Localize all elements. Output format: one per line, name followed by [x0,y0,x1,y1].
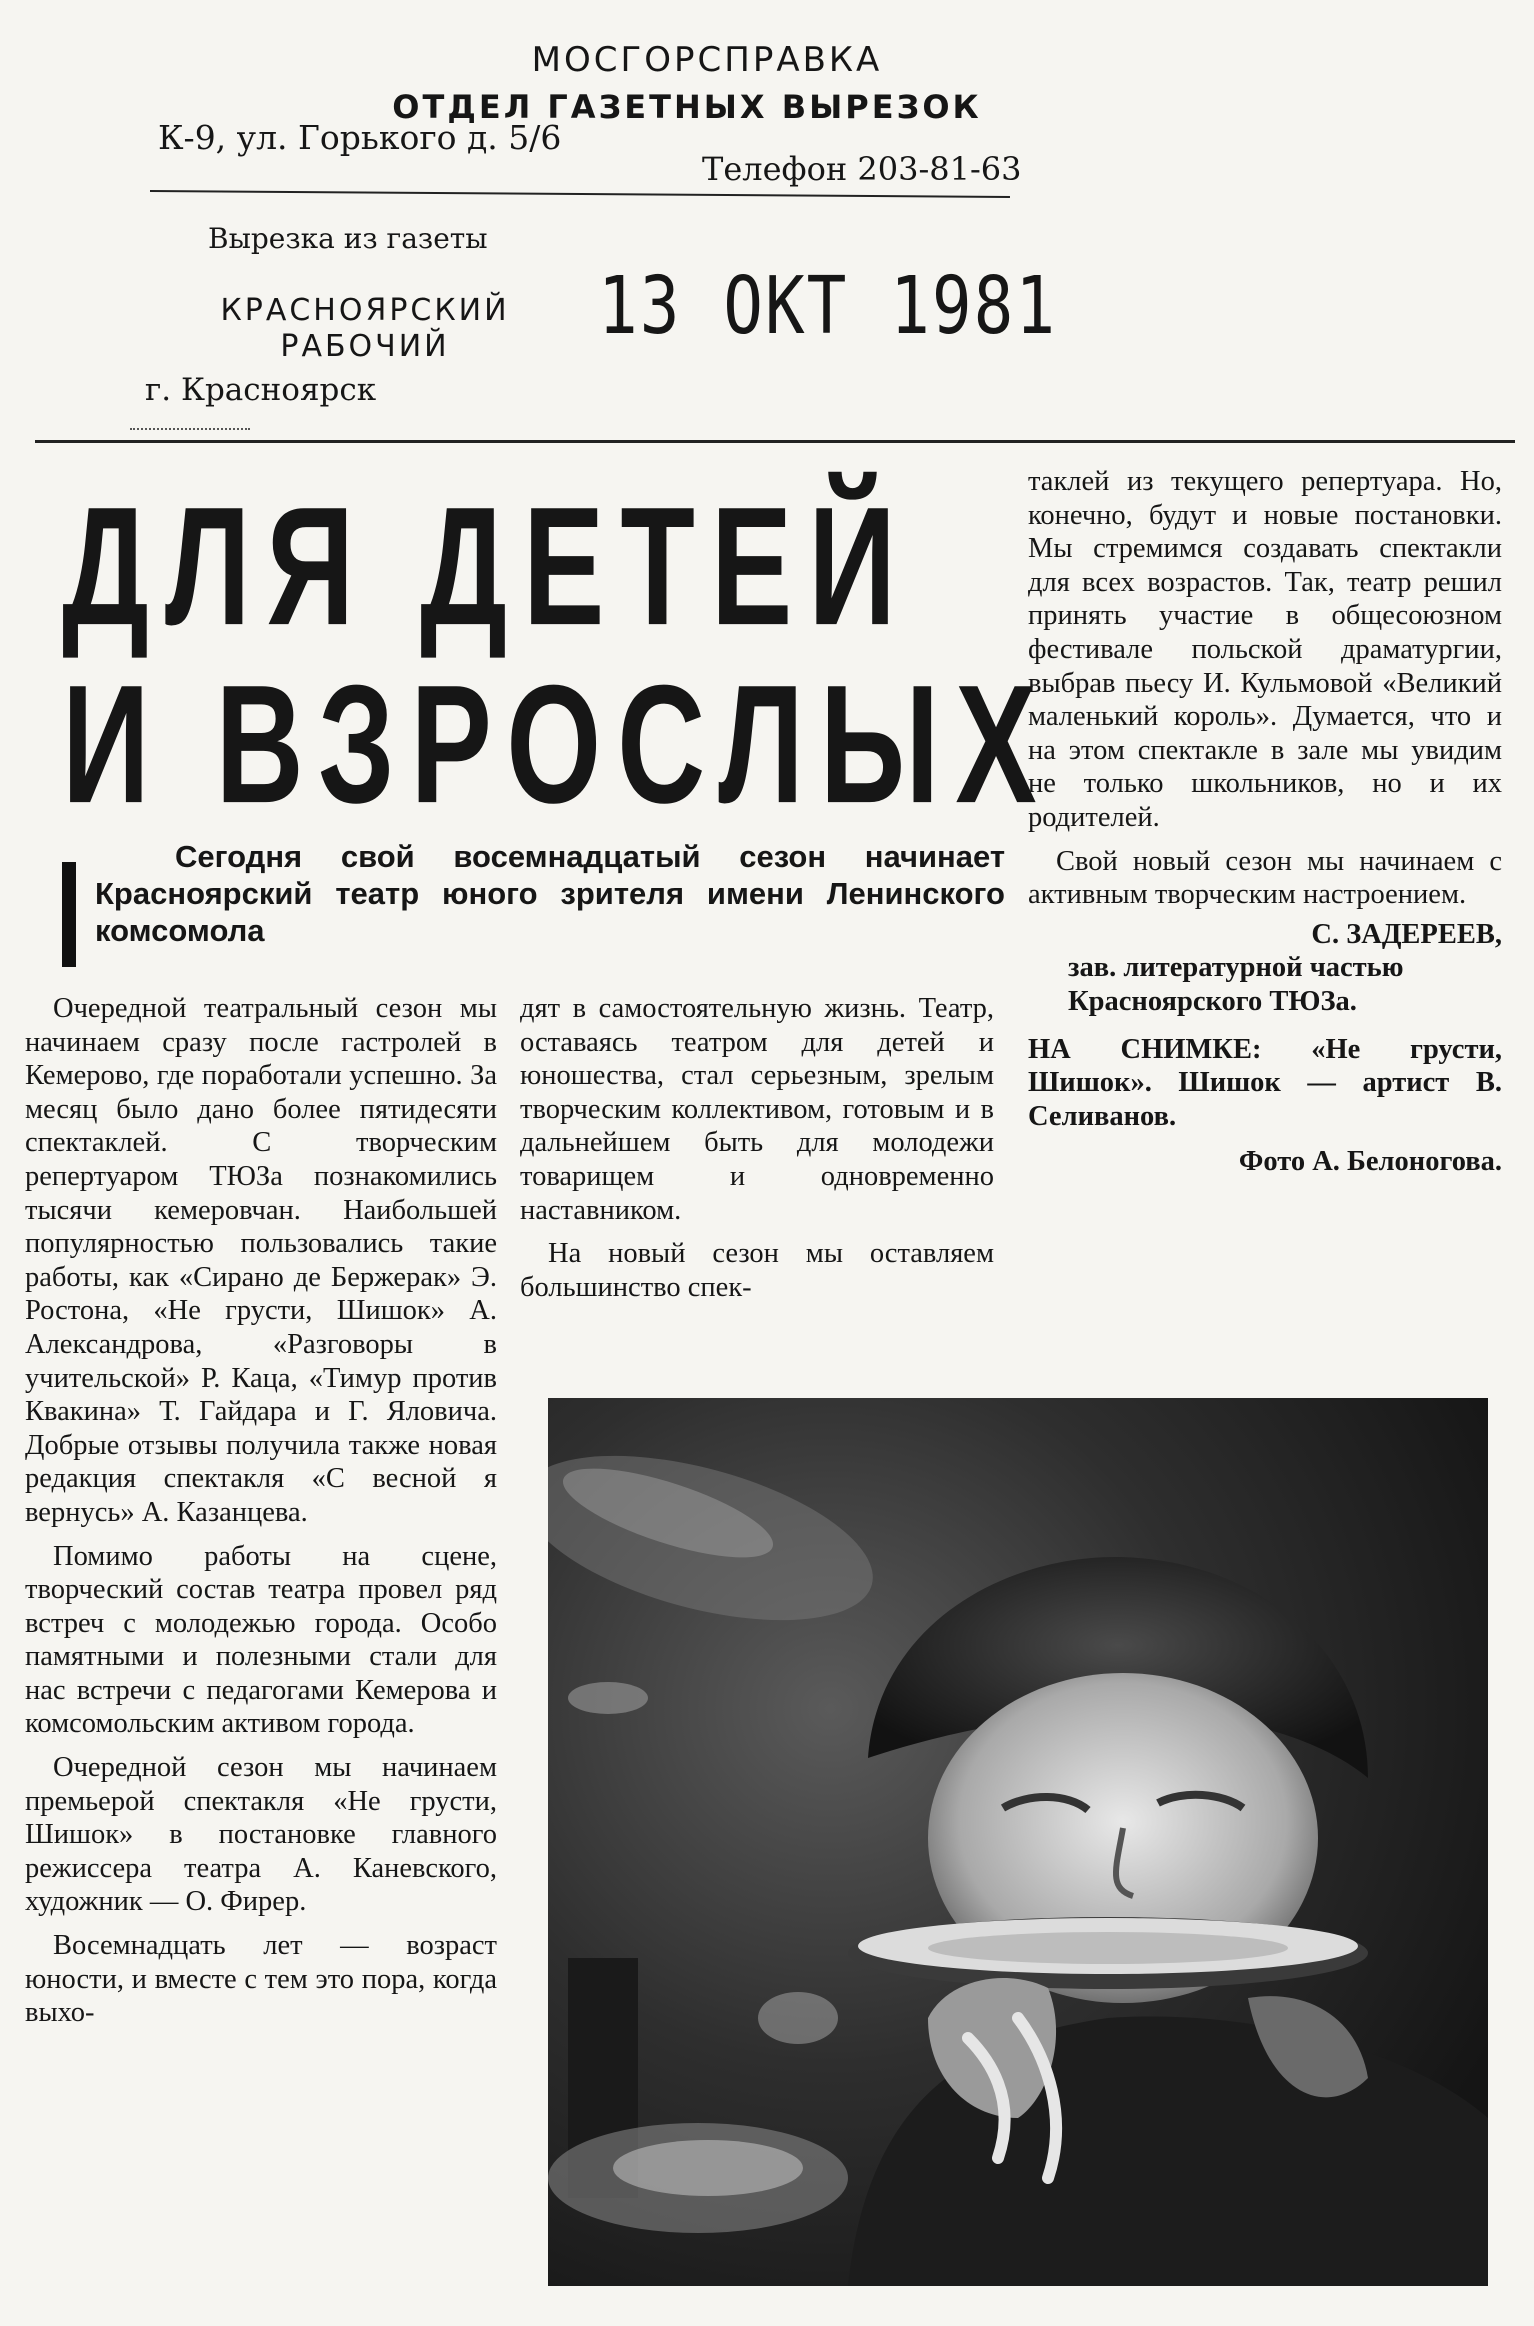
lead-marker-bar [62,862,76,967]
paragraph: На новый сезон мы оставляем большинство спек- [520,1238,994,1303]
stamp-department: ОТДЕЛ ГАЗЕТНЫХ ВЫРЕЗОК [392,88,982,126]
photo-credit: Фото А. Белоногова. [1238,1146,1502,1178]
paragraph: Помимо работы на сцене, творческий состав театра провел ряд встреч с молодежью города. Особо памятными и полезными стали для нас встречи с педагогами Кемерова и комсомольским активом города. [25,1540,497,1740]
headline-line-2: И ВЗРОСЛЫХ [62,650,1053,839]
article-lead: Сегодня свой восемнадцатый сезон начинает Красноярский театр юного зрителя имени Ленинского комсомола [95,839,1005,948]
photo-illustration [548,1398,1488,2286]
article-column-2 [520,992,994,1304]
author-title: зав. литературной частью Красноярского ТЮЗа. [1068,952,1404,1017]
date-stamp: 13 ОКТ 1981 [598,260,1058,353]
paragraph: Свой новый сезон мы начинаем с активным творческим настроением. [1028,845,1502,911]
headline-line-1: ДЛЯ ДЕТЕЙ [62,472,912,661]
author-name: С. ЗАДЕРЕЕВ, [1311,918,1502,950]
article-photo [548,1398,1488,2286]
paragraph: Восемнадцать лет — возраст юности, и вместе с тем это пора, когда выхо- [25,1930,497,2029]
paragraph: Очередной театральный сезон мы начинаем сразу после гастролей в Кемерово, где поработали успешно. За месяц было дано более пятидесяти спектаклей. С творческим репертуаром ТЮЗа познакомились тысячи кемеровчан. Наибольшей популярностью пользовались такие работы, как «Сирано де Бержерак» Э. Ростона, «Не грусти, Шишок» А. Александрова, «Разговоры в учительской» Р. Каца, «Тимур против Квакина» Т. Гайдара и Г. Яловича. Добрые отзывы получила также новая редакция спектакля «С весной я вернусь» А. Казанцева. [25,993,497,1528]
stamp-divider [150,190,1010,198]
stamp-organization: МОСГОРСПРАВКА [531,40,883,80]
newspaper-name-line-1: КРАСНОЯРСКИЙ [220,293,510,328]
stamp-address: К-9, ул. Горького д. 5/6 [158,118,562,157]
newspaper-city: г. Красноярск [145,372,377,408]
paragraph: Очередной сезон мы начинаем премьерой спектакля «Не грусти, Шишок» в постановке главного режиссера театра А. Каневского, художник — О. Фирер. [25,1752,497,1918]
article-column-1 [25,992,497,2030]
newspaper-name-line-2: РАБОЧИЙ [280,329,450,364]
clipping-top-rule [35,440,1515,443]
clipping-label: Вырезка из газеты [208,222,488,255]
photo-caption: НА СНИМКЕ: «Не грусти, Шишок». Шишок — артист В. Селиванов. [1028,1033,1502,1132]
newspaper-name [200,293,530,365]
paragraph: дят в самостоятельную жизнь. Театр, оставаясь театром для детей и юношества, стал серьезным, зрелым творческим коллективом, готовым и в дальнейшем быть для молодежи товарищем и одновременно наставником. [520,993,994,1226]
article-column-3 [1028,465,1502,1179]
stamp-phone: Телефон 203-81-63 [702,150,1022,188]
faint-divider [130,428,250,430]
paragraph: таклей из текущего репертуара. Но, конечно, будут и новые постановки. Мы стремимся создавать спектакли для всех возрастов. Так, театр решил принять участие в общесоюзном фестивале польской драматургии, выбрав пьесу И. Кульмовой «Великий маленький король». Думается, что и на этом спектакле в зале мы увидим не только школьников, но и их родителей. [1028,466,1502,833]
